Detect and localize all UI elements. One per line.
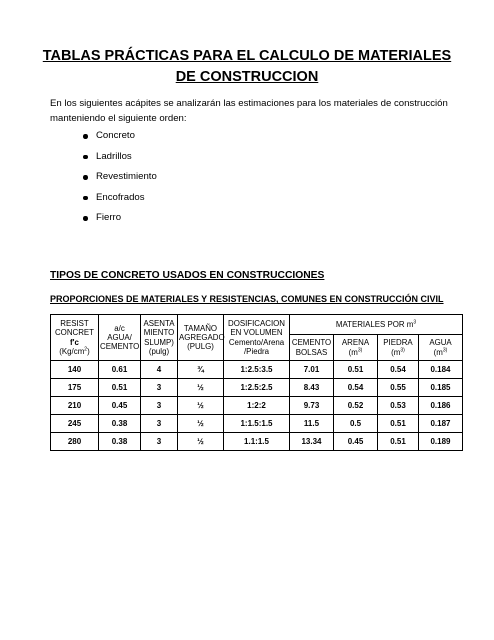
table-cell: 0.38: [99, 415, 141, 433]
header-water-cement: a/c AGUA/ CEMENTO: [99, 315, 141, 361]
section-title: TIPOS DE CONCRETO USADOS EN CONSTRUCCIONES: [50, 270, 325, 281]
table-cell: 3: [141, 433, 178, 451]
list-item: Revestimiento: [50, 167, 157, 188]
header-dosage: DOSIFICACION EN VOLUMEN Cemento/Arena /Piedra: [224, 315, 290, 361]
intro-paragraph: En los siguientes acápites se analizarán las estimaciones para los materiales de construcción manteniendo el siguiente orden:: [50, 98, 448, 124]
table-cell: 0.184: [419, 361, 463, 379]
table-row: [51, 415, 463, 433]
list-item: Fierro: [50, 208, 157, 229]
table-cell: 13.34: [290, 433, 334, 451]
list-item: Encofrados: [50, 188, 157, 209]
table-cell: 0.189: [419, 433, 463, 451]
table-cell: 0.45: [334, 433, 378, 451]
table-cell: 0.52: [334, 397, 378, 415]
table-cell: 280: [51, 433, 99, 451]
table-cell: 0.51: [378, 415, 419, 433]
table-cell: 4: [141, 361, 178, 379]
table-cell: 0.54: [378, 361, 419, 379]
table-cell: 140: [51, 361, 99, 379]
bullet-icon: [83, 216, 88, 221]
table-cell: 0.45: [99, 397, 141, 415]
table-cell: 0.38: [99, 433, 141, 451]
table-cell: 0.55: [378, 379, 419, 397]
table-cell: 1.1:1.5: [224, 433, 290, 451]
table-cell: 0.187: [419, 415, 463, 433]
table-cell: 0.53: [378, 397, 419, 415]
table-cell: 0.51: [378, 433, 419, 451]
table-row: [51, 379, 463, 397]
table-cell: 175: [51, 379, 99, 397]
bullet-icon: [83, 175, 88, 180]
header-resist: RESIST CONCRET f'c $(Kg/cm^2)$: [51, 315, 99, 361]
table-cell: 0.51: [334, 361, 378, 379]
subsection-title: PROPORCIONES DE MATERIALES Y RESISTENCIAS, COMUNES EN CONSTRUCCIÓN CIVIL: [50, 294, 444, 304]
list-item: Concreto: [50, 126, 157, 147]
table-cell: ¾: [178, 361, 224, 379]
bullet-icon: [83, 196, 88, 201]
list-item: Ladrillos: [50, 147, 157, 168]
table-row: [51, 397, 463, 415]
table-cell: 1:2.5:3.5: [224, 361, 290, 379]
header-aggregate-size: TAMAÑO AGREGADO (PULG): [178, 315, 224, 361]
document-title: TABLAS PRÁCTICAS PARA EL CALCULO DE MATERIALES DE CONSTRUCCION: [42, 48, 452, 85]
header-water: AGUA ($m^{3)}$: [419, 335, 463, 361]
table-cell: ½: [178, 433, 224, 451]
table-cell: 1:2:2: [224, 397, 290, 415]
table-cell: 3: [141, 379, 178, 397]
table-row: [51, 361, 463, 379]
table-cell: 0.61: [99, 361, 141, 379]
table-cell: 0.51: [99, 379, 141, 397]
table-cell: 8.43: [290, 379, 334, 397]
header-cement: CEMENTO BOLSAS: [290, 335, 334, 361]
table-cell: ½: [178, 415, 224, 433]
materials-list: [50, 126, 157, 229]
bullet-icon: [83, 155, 88, 160]
table-cell: 7.01: [290, 361, 334, 379]
table-cell: 0.186: [419, 397, 463, 415]
table-cell: 11.5: [290, 415, 334, 433]
table-cell: 3: [141, 397, 178, 415]
header-materials-per-m3: MATERIALES POR $m^3$: [290, 315, 463, 335]
table-cell: ½: [178, 379, 224, 397]
table-cell: 1:2.5:2.5: [224, 379, 290, 397]
table-cell: 210: [51, 397, 99, 415]
concrete-proportions-table: [50, 314, 463, 451]
table-cell: 245: [51, 415, 99, 433]
table-cell: 9.73: [290, 397, 334, 415]
table-cell: 0.5: [334, 415, 378, 433]
table-cell: 0.185: [419, 379, 463, 397]
table-cell: 1:1.5:1.5: [224, 415, 290, 433]
table-cell: ½: [178, 397, 224, 415]
table-cell: 0.54: [334, 379, 378, 397]
header-slump: ASENTA MIENTO SLUMP) (pulg): [141, 315, 178, 361]
table-cell: 3: [141, 415, 178, 433]
header-sand: ARENA ($m^{3)}$: [334, 335, 378, 361]
table-row: [51, 433, 463, 451]
bullet-icon: [83, 134, 88, 139]
header-stone: PIEDRA ($m^{3)}$: [378, 335, 419, 361]
